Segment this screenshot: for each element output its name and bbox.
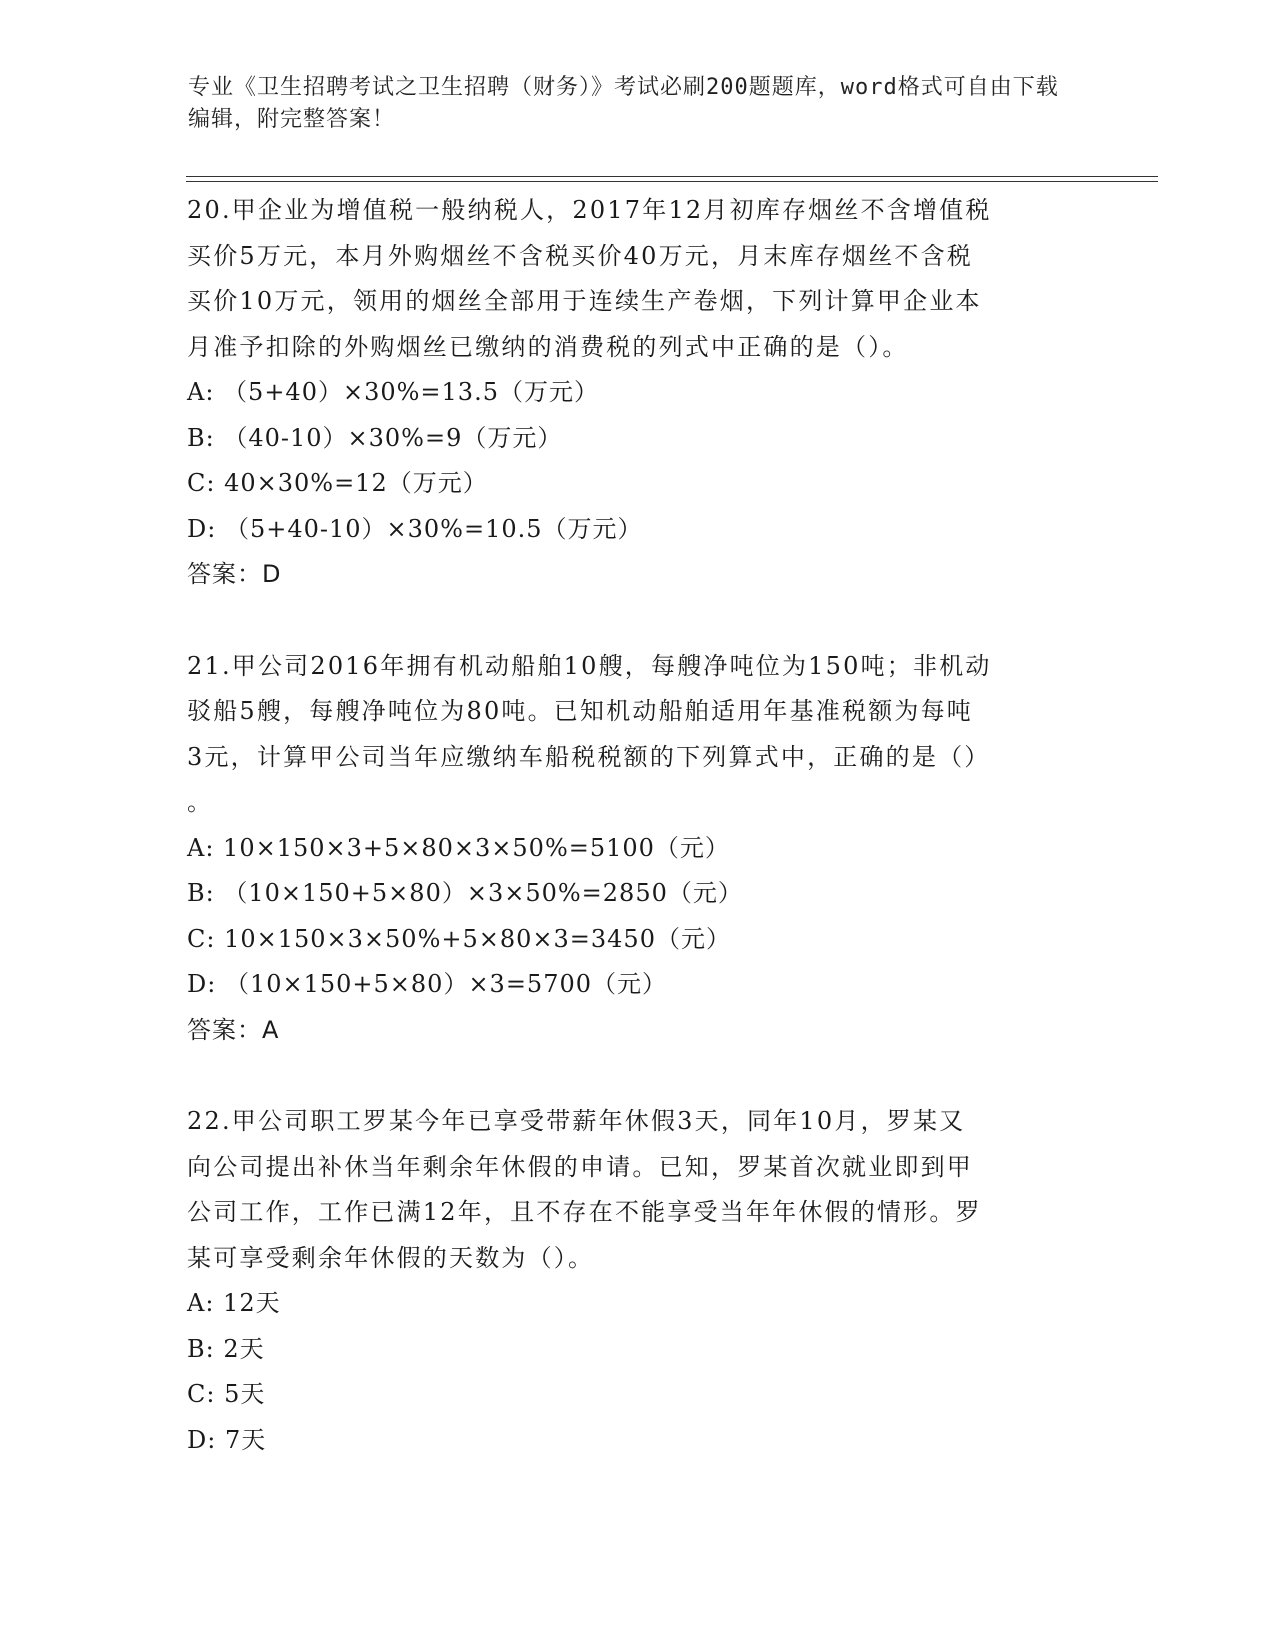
- option-a: A: （5+40）×30%=13.5（万元）: [187, 378, 599, 406]
- question-stem-line: 3元，计算甲公司当年应缴纳车船税税额的下列算式中，正确的是（）: [187, 742, 991, 771]
- question-stem-line: 20.甲企业为增值税一般纳税人，2017年12月初库存烟丝不含增值税: [187, 196, 992, 224]
- answer-label: 答案：A: [187, 1015, 280, 1044]
- question-stem-line: 买价5万元，本月外购烟丝不含税买价40万元，月末库存烟丝不含税: [187, 241, 974, 270]
- option-d: D: 7天: [187, 1425, 267, 1454]
- question-stem-line: 21.甲公司2016年拥有机动船舶10艘，每艘净吨位为150吨；非机动: [187, 651, 992, 680]
- question-spacer: [187, 1053, 1077, 1099]
- question-stem-line: 买价10万元，领用的烟丝全部用于连续生产卷烟，下列计算甲企业本: [187, 287, 982, 315]
- header-divider-top: [186, 176, 1158, 177]
- option-b: B: （10×150+5×80）×3×50%=2850（元）: [187, 879, 743, 907]
- question-stem-line: 。: [187, 788, 214, 816]
- option-c: C: 10×150×3×50%+5×80×3=3450（元）: [187, 924, 731, 953]
- question-spacer: [187, 598, 1077, 644]
- option-c: C: 40×30%=12（万元）: [187, 469, 488, 497]
- option-a: A: 12天: [187, 1289, 281, 1317]
- question-stem-line: 22.甲公司职工罗某今年已享受带薪年休假3天，同年10月，罗某又: [187, 1107, 966, 1135]
- question-stem-line: 向公司提出补休当年剩余年休假的申请。已知，罗某首次就业即到甲: [187, 1152, 973, 1181]
- option-a: A: 10×150×3+5×80×3×50%=5100（元）: [187, 833, 730, 862]
- document-header: 专业《卫生招聘考试之卫生招聘（财务）》考试必刷200题题库，word格式可自由下载编辑，附完整答案！: [188, 75, 1059, 132]
- question-20: [187, 188, 1077, 598]
- question-22: [187, 1099, 1077, 1463]
- question-stem-line: 驳船5艘，每艘净吨位为80吨。已知机动船舶适用年基准税额为每吨: [187, 697, 974, 725]
- answer-label: 答案：D: [187, 560, 282, 588]
- header-divider-bottom: [186, 181, 1158, 182]
- question-stem-line: 某可享受剩余年休假的天数为（）。: [187, 1243, 595, 1272]
- option-b: B: （40-10）×30%=9（万元）: [187, 423, 563, 452]
- option-d: D: （5+40-10）×30%=10.5（万元）: [187, 514, 643, 543]
- question-list: [187, 188, 1077, 1463]
- option-d: D: （10×150+5×80）×3=5700（元）: [187, 970, 668, 998]
- option-c: C: 5天: [187, 1380, 266, 1408]
- question-21: [187, 644, 1077, 1054]
- question-stem-line: 公司工作，工作已满12年，且不存在不能享受当年年休假的情形。罗: [187, 1198, 982, 1226]
- option-b: B: 2天: [187, 1334, 265, 1363]
- question-stem-line: 月准予扣除的外购烟丝已缴纳的消费税的列式中正确的是（）。: [187, 332, 909, 361]
